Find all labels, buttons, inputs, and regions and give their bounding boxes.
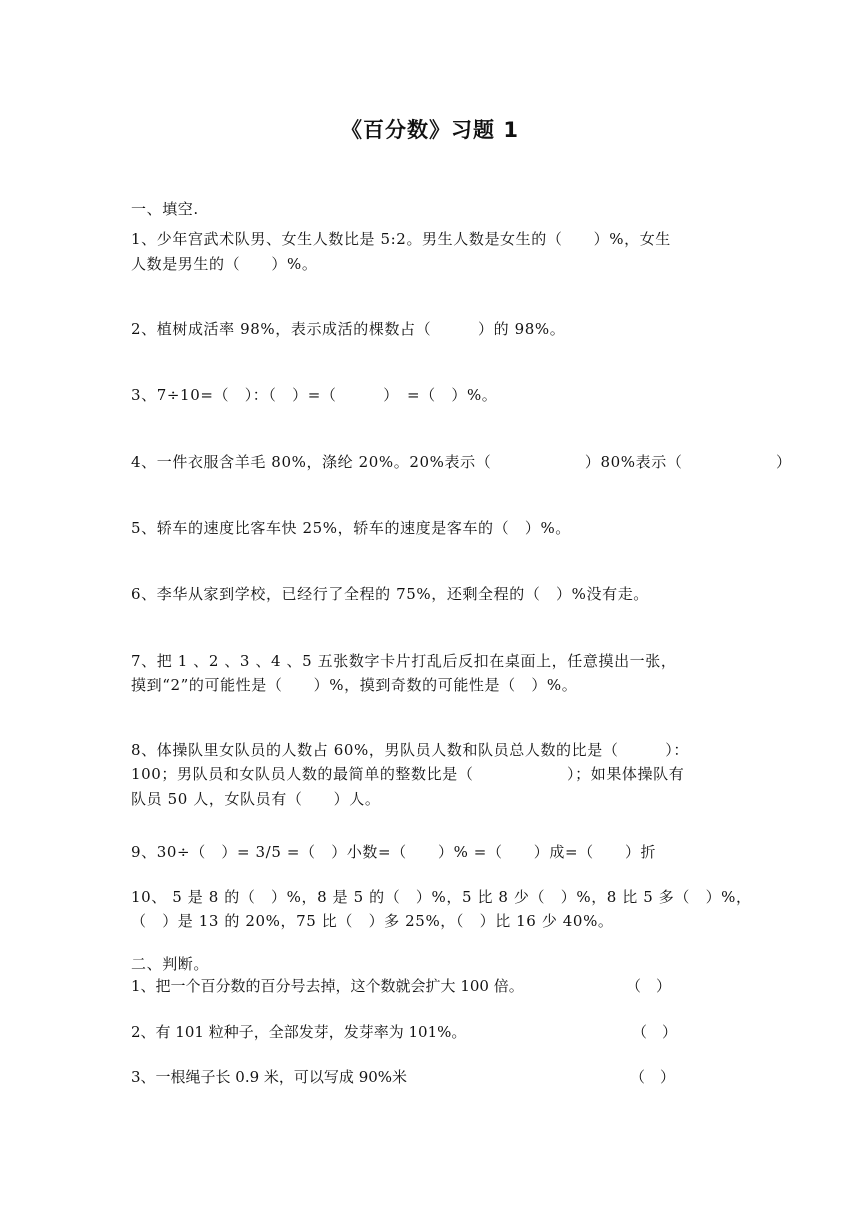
question-line: 10、 5 是 8 的（ ）%，8 是 5 的（ ）%，5 比 8 少（ ）%，8 比 5 多（ ）%， bbox=[131, 888, 752, 906]
question-line: 100；男队员和女队员人数的最简单的整数比是（ ）；如果体操队有 bbox=[131, 765, 685, 783]
question-line: 人数是男生的（ ）%。 bbox=[131, 255, 318, 273]
judge-statement: 2、有 101 粒种子，全部发芽，发芽率为 101%。 bbox=[131, 1023, 467, 1041]
question-line: 6、李华从家到学校，已经行了全程的 75%，还剩全程的（ ）%没有走。 bbox=[131, 585, 649, 603]
question-line: 9、30÷（ ）= 3/5 =（ ）小数=（ ）% =（ ）成=（ ）折 bbox=[131, 843, 657, 861]
judge-statement: 1、把一个百分数的百分号去掉，这个数就会扩大 100 倍。 bbox=[131, 977, 524, 995]
question-line: 8、体操队里女队员的人数占 60%，男队员人数和队员总人数的比是（ ）： bbox=[131, 741, 689, 759]
question-line: 1、少年宫武术队男、女生人数比是 5:2。男生人数是女生的（ ）%，女生 bbox=[131, 230, 671, 248]
question-line: 5、轿车的速度比客车快 25%，轿车的速度是客车的（ ）%。 bbox=[131, 519, 571, 537]
page-title: 《百分数》习题 1 bbox=[341, 118, 519, 142]
question-line: 7、把 1 、2 、3 、4 、5 五张数字卡片打乱后反扣在桌面上，任意摸出一张， bbox=[131, 652, 677, 670]
question-line: 摸到“2”的可能性是（ ）%，摸到奇数的可能性是（ ）%。 bbox=[131, 676, 578, 694]
question-line: 3、7÷10=（ ）：（ ）=（ ） =（ ）%。 bbox=[131, 386, 498, 404]
section-heading-judge: 二、判断。 bbox=[131, 955, 210, 973]
question-line: 2、植树成活率 98%，表示成活的棵数占（ ）的 98%。 bbox=[131, 320, 566, 338]
question-line: 队员 50 人，女队员有（ ）人。 bbox=[131, 790, 381, 808]
answer-bracket: （ ） bbox=[630, 1068, 676, 1086]
question-line: （ ）是 13 的 20%，75 比（ ）多 25%，（ ）比 16 少 40%。 bbox=[131, 912, 614, 930]
section-heading-fill: 一、填空. bbox=[131, 200, 199, 218]
answer-bracket: （ ） bbox=[626, 977, 672, 995]
judge-statement: 3、一根绳子长 0.9 米，可以写成 90%米 bbox=[131, 1068, 408, 1086]
answer-bracket: （ ） bbox=[632, 1023, 678, 1041]
question-line: 4、一件衣服含羊毛 80%，涤纶 20%。20%表示（ ）80%表示（ ） bbox=[131, 453, 792, 471]
